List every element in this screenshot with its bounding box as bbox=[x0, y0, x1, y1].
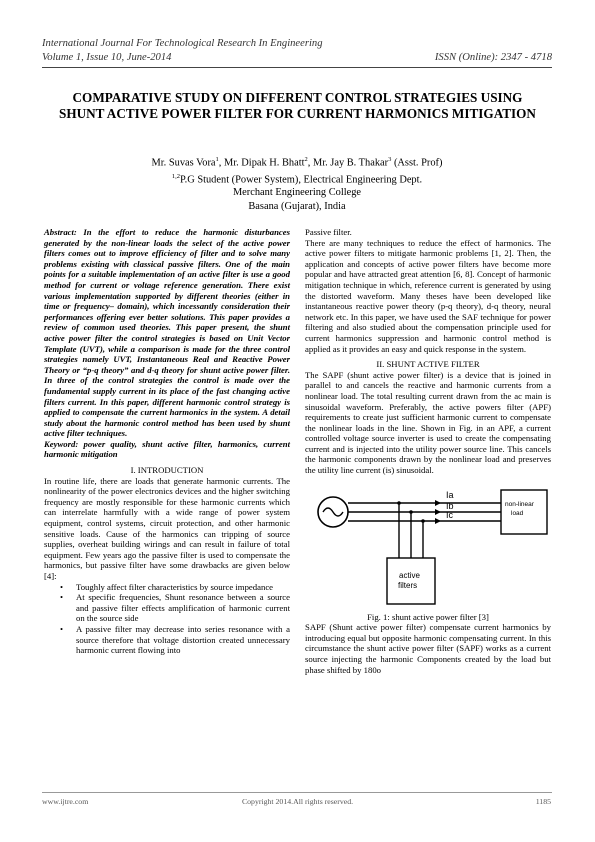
list-item-text: At specific frequencies, Shunt resonance between a source and passive filter effects amplification of harmonic current on the source side bbox=[76, 592, 290, 624]
issn-info: ISSN (Online): 2347 - 4718 bbox=[434, 52, 552, 63]
load-label: non-linear load bbox=[505, 500, 534, 517]
label-ic: Ic bbox=[446, 509, 454, 520]
label-ib: Ib bbox=[446, 500, 454, 511]
node-b bbox=[409, 510, 413, 514]
page-number: 1185 bbox=[535, 797, 551, 806]
abstract: Abstract: In the effort to reduce the harmonic disturbances generated by the non-linear loads the select of the active power filters comes out to improve efficiency of filter and to solve many problems existing with classical passive filters. One of the main points for a suitable implementation of an active filter is use a good method for current or voltage reference generation. There exist various implementation supported by different theories (either in time or frequency– domain), which incessantly consideration their performances offering ever better solutions. This paper provides a review of common used theories. This paper present, the shunt active power filter the control strategies is based on Unit Vector Template (UVT), while a comparison is made for the three control strategies namely UVT, Instantaneous Real and Reactive Power Theory or “p-q theory” and d-q theory for shunt active power filter. In three of the control strategies the control is made over the fundamental supply current in its place of the fast changing active filters current. In this paper, different harmonic control strategy is applied to compensate the current harmonics in the system. A detail study about the harmonic control method has been used by shunt active filter techniques. bbox=[44, 227, 290, 439]
journal-issue-line bbox=[42, 52, 552, 63]
author-1-sup: 1 bbox=[215, 156, 219, 163]
list-item bbox=[60, 592, 290, 624]
footer-rule bbox=[42, 792, 552, 793]
shunt-filter-figure bbox=[305, 480, 551, 610]
continued-text: Passive filter. bbox=[305, 227, 352, 237]
affiliation-text: P.G Student (Power System), Electrical Engineering Dept. bbox=[180, 174, 423, 186]
circuit-diagram bbox=[305, 480, 551, 610]
college: Merchant Engineering College bbox=[232, 187, 362, 199]
bullet-icon: • bbox=[60, 592, 64, 603]
author-1: Mr. Suvas Vora bbox=[151, 157, 216, 169]
author-3-sup: 3 bbox=[388, 156, 392, 163]
author-2-sup: 2 bbox=[304, 156, 308, 163]
volume-info: Volume 1, Issue 10, June-2014 bbox=[42, 52, 172, 63]
sine-wave-icon bbox=[323, 508, 343, 516]
bullet-icon: • bbox=[60, 581, 64, 592]
current-arrow-a bbox=[435, 500, 441, 506]
nonlinear-load-box bbox=[501, 490, 547, 534]
drawback-list bbox=[60, 581, 290, 656]
footer-copyright: Copyright 2014.All rights reserved. bbox=[241, 797, 354, 806]
section-heading-introduction: I. INTRODUCTION bbox=[130, 465, 204, 476]
journal-name: International Journal For Technological Research In Engineering bbox=[42, 38, 323, 49]
current-arrow-c bbox=[435, 518, 441, 524]
list-item bbox=[60, 623, 290, 656]
author-3: Mr. Jay B. Thakar bbox=[312, 157, 389, 169]
node-c bbox=[421, 519, 425, 523]
node-a bbox=[397, 501, 401, 505]
header-rule bbox=[42, 67, 552, 68]
bullet-icon: • bbox=[60, 623, 64, 634]
author-names: Mr. Suvas Vora$^1$, Mr. Dipak H. Bhatt$^2$, Mr. Jay B. Thakar$^3$ (Asst. Prof) bbox=[151, 156, 443, 169]
list-item-text: Toughly affect filter characteristics by source impedance bbox=[76, 581, 274, 592]
author-2: Mr. Dipak H. Bhatt bbox=[223, 157, 305, 169]
right-column bbox=[305, 227, 551, 675]
label-ia: Ia bbox=[446, 489, 454, 500]
location: Basana (Gujarat), India bbox=[248, 200, 346, 212]
affiliation-sup: 1,2 bbox=[171, 172, 180, 180]
sapf-paragraph: SAPF (Shunt active power filter) compensate current harmonics by introducing equal but opposite harmonic compensating current. In this circumstance the shunt active power filter (SAPF) works as a current source injecting the harmonic Components created by the load but phase shifted by 180o bbox=[305, 622, 551, 675]
saf-paragraph: The SAPF (shunt active power filter) is a device that is joined in parallel to and cancels the reactive and harmonic currents from a nonlinear load. The total resulting current drawn from the ac main is sinusoidal waveform. Preferably, the active powers filter (APF) requirements to create just sufficient harmonic current to compensate the nonlinear loads in the line. Shown in Fig. in an APF, a current controlled voltage source inverter is used to create the compensating current and is injected into the utility power source line. This cancels the harmonic components drawn by the nonlinear load and preserves the utility line current (is) sinusoidal. bbox=[305, 369, 551, 476]
harmonics-paragraph: There are many techniques to reduce the effect of harmonics. The active power filters to mitigate harmonic problems [1, 2]. Then, the application and concepts of active power filters have become more popular and have attracted great attention [6, 8]. Concept of harmonic mitigation technique in which, reference current is generated by using the distorted waveform. Many theses have been developed like instantaneous reactive power theory (p-q theory), d-q theory, neural network etc. In this paper, we have used the SAF technique for power filtering and also studied about the compensation principle used for current harmonics suppression and harmonic control method is applied as it provides an easy and quick response in the system. bbox=[305, 237, 551, 354]
left-column bbox=[44, 227, 290, 656]
footer-site-link[interactable]: www.ijtre.com bbox=[42, 797, 89, 806]
paper-title: COMPARATIVE STUDY ON DIFFERENT CONTROL STRATEGIES USING SHUNT ACTIVE POWER FILTER FOR CURRENT HARMONICS MITIGATION bbox=[59, 90, 536, 121]
section-heading-shunt-active-filter: II. SHUNT ACTIVE FILTER bbox=[376, 359, 480, 370]
author-3-role: (Asst. Prof) bbox=[393, 157, 443, 169]
author-block bbox=[42, 153, 552, 213]
keywords: Keyword: power quality, shunt active filter, harmonics, current harmonic mitigation bbox=[44, 438, 290, 460]
intro-paragraph: In routine life, there are loads that generate harmonic currents. The nonlinearity of the power electronics devices and the higher switching frequency are mostly responsible for these harmonic currents which can interrelate harmfully with a wide range of power system equipment, control systems, circuit protection, and other harmonic sensitive loads. Cause of the harmonics can tripping of source supplies, overheat building wirings and can result in failure of total equipment. Few years ago the passive filter is used to compensate the harmonics, but passive filter have some drawbacks are given below [4]: bbox=[44, 475, 290, 581]
affiliation bbox=[42, 170, 552, 187]
list-item-text: A passive filter may decrease into series resonance with a source therefore that voltage distortion created unnecessary harmonic current flowing into bbox=[76, 623, 290, 656]
figure-caption: Fig. 1: shunt active power filter [3] bbox=[367, 611, 489, 622]
current-arrow-b bbox=[435, 509, 441, 515]
filter-label: active filters bbox=[398, 570, 420, 590]
list-item bbox=[60, 581, 290, 593]
